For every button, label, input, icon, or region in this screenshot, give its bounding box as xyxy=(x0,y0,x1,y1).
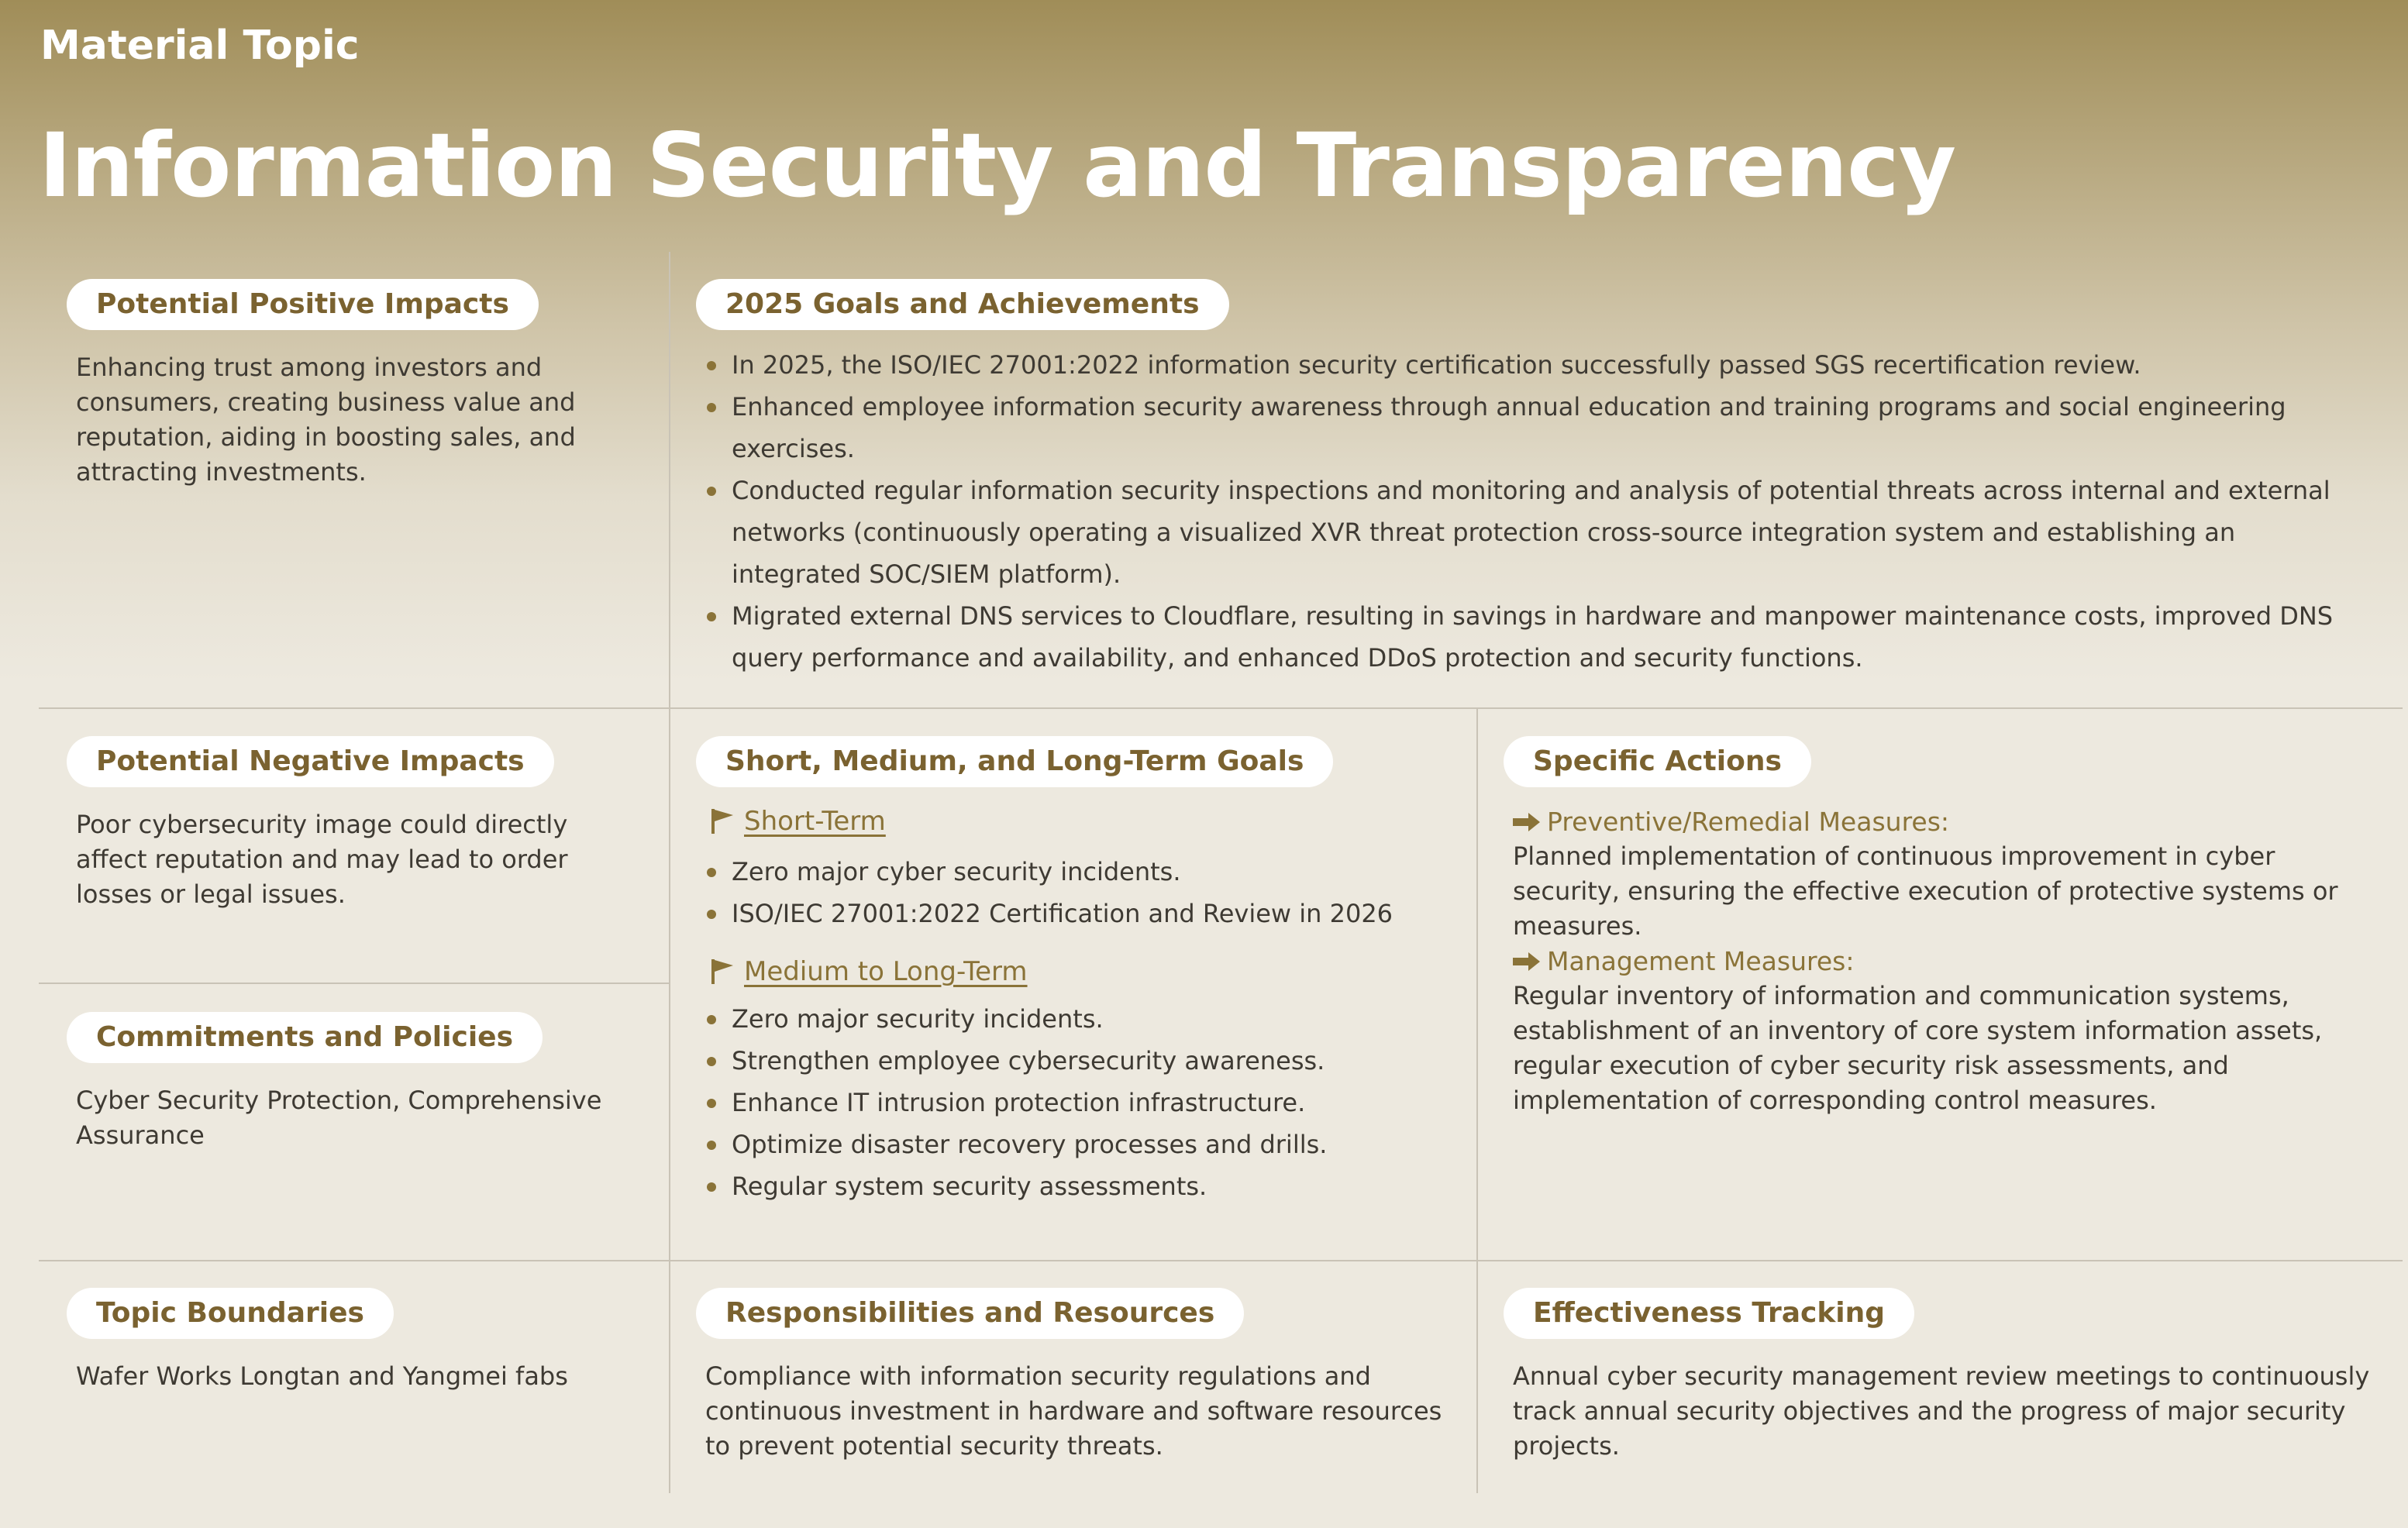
list-item: ISO/IEC 27001:2022 Certification and Review in 2026 xyxy=(696,893,1463,934)
list-item: Enhanced employee information security awareness through annual education and training programs and social engineering exercises. xyxy=(696,386,2370,470)
goals-achievements-heading: 2025 Goals and Achievements xyxy=(696,279,1229,330)
positive-impacts-heading: Potential Positive Impacts xyxy=(67,279,539,330)
negative-impacts-text: Poor cybersecurity image could directly affect reputation and may lead to order losses or legal issues. xyxy=(76,810,568,909)
list-item: In 2025, the ISO/IEC 27001:2022 information security certification successfully passed SGS recertification review. xyxy=(696,344,2370,386)
short-term-list xyxy=(696,851,1463,934)
flag-icon xyxy=(710,807,735,835)
responsibilities-text: Compliance with information security regulations and continuous investment in hardware and software resources to prevent potential security threats. xyxy=(705,1361,1442,1461)
positive-impacts-text: Enhancing trust among investors and consumers, creating business value and reputation, aiding in boosting sales, and attracting investments. xyxy=(76,353,576,487)
divider-vertical-right xyxy=(1476,709,1478,1493)
term-goals-section xyxy=(696,736,1463,1207)
commitments-section xyxy=(67,1012,609,1153)
divider-vertical-left xyxy=(669,252,670,1493)
list-item: Strengthen employee cybersecurity awareness. xyxy=(696,1040,1463,1082)
list-item: Optimize disaster recovery processes and drills. xyxy=(696,1124,1463,1165)
arrow-right-icon xyxy=(1513,812,1541,832)
positive-impacts-section xyxy=(67,279,609,490)
tracking-heading: Effectiveness Tracking xyxy=(1504,1288,1914,1339)
flag-icon xyxy=(710,958,735,986)
list-item: Zero major cyber security incidents. xyxy=(696,851,1463,893)
list-item: Zero major security incidents. xyxy=(696,998,1463,1040)
term-goals-heading: Short, Medium, and Long-Term Goals xyxy=(696,736,1333,787)
divider-horizontal-3 xyxy=(39,1260,2403,1261)
material-topic-label: Material Topic xyxy=(40,22,360,69)
management-measures-label: Management Measures: xyxy=(1513,944,2372,979)
commitments-text: Cyber Security Protection, Comprehensive Assurance xyxy=(76,1086,602,1150)
list-item: Conducted regular information security inspections and monitoring and analysis of potential threats across internal and external networks (continuously operating a visualized XVR threat protection cross-source integration system and establishing an integrated SOC/SIEM platform). xyxy=(696,470,2370,595)
commitments-heading: Commitments and Policies xyxy=(67,1012,543,1063)
responsibilities-heading: Responsibilities and Resources xyxy=(696,1288,1244,1339)
boundaries-text: Wafer Works Longtan and Yangmei fabs xyxy=(76,1361,568,1391)
list-item: Regular system security assessments. xyxy=(696,1165,1463,1207)
tracking-section xyxy=(1504,1288,2372,1464)
arrow-right-icon xyxy=(1513,952,1541,972)
negative-impacts-heading: Potential Negative Impacts xyxy=(67,736,554,787)
divider-horizontal-1 xyxy=(39,707,2403,709)
long-term-list xyxy=(696,998,1463,1207)
tracking-text: Annual cyber security management review meetings to continuously track annual security objectives and the progress of major security projects. xyxy=(1513,1361,2370,1461)
page-title: Information Security and Transparency xyxy=(39,114,1956,217)
negative-impacts-section xyxy=(67,736,609,912)
divider-horizontal-2 xyxy=(39,983,669,984)
management-measures-text: Regular inventory of information and communication systems, establishment of an inventory of core system information assets, regular execution of cyber security risk assessments, and implementation of corresponding control measures. xyxy=(1513,981,2323,1115)
preventive-measures-text: Planned implementation of continuous improvement in cyber security, ensuring the effective execution of protective systems or measures. xyxy=(1513,841,2338,941)
long-term-label: Medium to Long-Term xyxy=(710,955,1463,989)
goals-achievements-list xyxy=(696,344,2370,679)
preventive-measures-label: Preventive/Remedial Measures: xyxy=(1513,804,2372,839)
list-item: Enhance IT intrusion protection infrastructure. xyxy=(696,1082,1463,1124)
specific-actions-section xyxy=(1504,736,2372,1118)
goals-achievements-section xyxy=(696,279,2370,679)
short-term-label: Short-Term xyxy=(710,804,1463,838)
responsibilities-section xyxy=(696,1288,1463,1464)
boundaries-heading: Topic Boundaries xyxy=(67,1288,394,1339)
boundaries-section xyxy=(67,1288,609,1394)
list-item: Migrated external DNS services to Cloudflare, resulting in savings in hardware and manpower maintenance costs, improved DNS query performance and availability, and enhanced DDoS protection and security functions. xyxy=(696,595,2370,679)
specific-actions-heading: Specific Actions xyxy=(1504,736,1811,787)
